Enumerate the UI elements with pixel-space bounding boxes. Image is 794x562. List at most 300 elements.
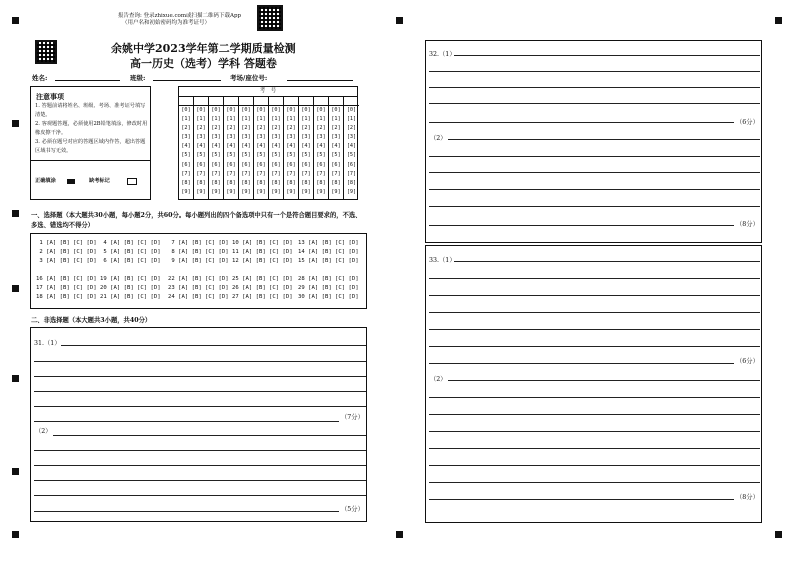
exam-number-bubble[interactable]: [9] (226, 188, 236, 195)
choice-option-bubbles[interactable]: [A] [B] [C] [D] (242, 285, 293, 291)
exam-number-bubble[interactable]: [1] (181, 116, 191, 123)
exam-number-bubble[interactable]: [8] (331, 179, 341, 186)
writing-line[interactable] (34, 450, 366, 451)
choice-question-number: 1 (36, 240, 47, 246)
exam-number-bubble[interactable]: [7] (256, 170, 266, 177)
exam-number-bubble[interactable]: [7] (316, 170, 326, 177)
exam-number-bubble[interactable]: [0] (196, 107, 206, 113)
exam-number-bubble[interactable]: [8] (256, 179, 266, 186)
exam-number-bubble[interactable]: [9] (301, 188, 311, 195)
exam-number-digit-slot[interactable] (269, 96, 283, 106)
choice-question-6[interactable] (100, 258, 161, 264)
writing-line[interactable] (34, 480, 366, 481)
choice-option-bubbles[interactable]: [A] [B] [C] [D] (178, 276, 229, 282)
exam-number-bubble[interactable]: [7] (346, 170, 357, 177)
exam-number-digit-slot[interactable] (224, 96, 238, 106)
exam-number-bubble[interactable]: [8] (271, 179, 281, 186)
exam-number-bubble[interactable]: [3] (316, 134, 326, 141)
choice-option-bubbles[interactable]: [A] [B] [C] [D] (178, 294, 229, 300)
exam-number-bubble[interactable]: [7] (331, 170, 341, 177)
timing-mark (12, 17, 19, 24)
exam-number-digit-slot[interactable] (194, 96, 208, 106)
exam-number-digit-slot[interactable] (284, 96, 298, 106)
choice-question-number: 8 (168, 249, 179, 255)
exam-number-bubble[interactable]: [4] (271, 143, 281, 150)
exam-number-bubble[interactable]: [3] (241, 134, 251, 141)
exam-number-bubble[interactable]: [9] (346, 188, 357, 195)
exam-number-bubble[interactable]: [6] (271, 161, 281, 168)
exam-number-bubble[interactable]: [0] (286, 107, 296, 113)
exam-number-bubble[interactable]: [4] (181, 143, 191, 150)
exam-number-bubble[interactable]: [4] (256, 143, 266, 150)
exam-number-bubble[interactable]: [4] (196, 143, 206, 150)
writing-line[interactable] (34, 361, 366, 362)
exam-number-bubble[interactable]: [5] (271, 152, 281, 159)
exam-number-column[interactable] (179, 96, 194, 199)
exam-number-bubble[interactable]: [7] (241, 170, 251, 177)
answer-box-q33[interactable] (425, 245, 762, 523)
exam-number-bubble[interactable]: [7] (211, 170, 221, 177)
choice-option-bubbles[interactable]: [A] [B] [C] [D] (46, 285, 97, 291)
exam-number-bubble[interactable]: [0] (271, 107, 281, 113)
exam-number-bubble[interactable]: [4] (346, 143, 357, 150)
exam-number-bubble[interactable]: [8] (316, 179, 326, 186)
writing-line[interactable] (454, 55, 760, 56)
q32-part1-label: 32.（1） (429, 51, 456, 58)
exam-number-bubble[interactable]: [5] (196, 152, 206, 159)
exam-number-bubble[interactable]: [1] (241, 116, 251, 123)
exam-number-bubble[interactable]: [1] (301, 116, 311, 123)
exam-number-bubble[interactable]: [2] (346, 125, 357, 132)
choice-question-26[interactable] (232, 285, 293, 291)
exam-number-bubble[interactable]: [2] (211, 125, 221, 132)
choice-option-bubbles[interactable]: [A] [B] [C] [D] (308, 285, 359, 291)
choice-question-number: 22 (168, 276, 179, 282)
writing-line[interactable] (34, 465, 366, 466)
exam-number-bubble[interactable]: [2] (286, 125, 296, 132)
choice-question-10[interactable] (232, 240, 293, 246)
exam-number-bubble[interactable]: [1] (316, 116, 326, 123)
exam-number-bubble[interactable]: [5] (256, 152, 266, 159)
exam-number-bubble[interactable]: [3] (196, 134, 206, 141)
choice-option-bubbles[interactable]: [A] [B] [C] [D] (110, 240, 161, 246)
exam-number-bubble[interactable]: [8] (241, 179, 251, 186)
exam-number-bubble[interactable]: [0] (316, 107, 326, 113)
section1-heading: 一、选择题（本大题共30小题，每小题2分，共60分。每小题列出的四个备选项中只有一个是符合题目要求的，不选、多选、错选均不得分） (31, 212, 362, 229)
writing-line[interactable] (454, 261, 760, 262)
exam-number-bubble[interactable]: [8] (301, 179, 311, 186)
writing-line[interactable] (61, 345, 366, 346)
writing-line[interactable] (34, 391, 366, 392)
exam-number-bubble[interactable]: [1] (271, 116, 281, 123)
choice-option-bubbles[interactable]: [A] [B] [C] [D] (110, 294, 161, 300)
writing-line[interactable] (429, 71, 760, 72)
correct-fill-sample (67, 179, 75, 184)
choice-question-9[interactable] (168, 258, 229, 264)
writing-line[interactable] (34, 511, 339, 512)
exam-number-bubble[interactable]: [1] (211, 116, 221, 123)
choice-question-22[interactable] (168, 276, 229, 282)
exam-number-bubble[interactable]: [3] (256, 134, 266, 141)
choice-question-4[interactable] (100, 240, 161, 246)
exam-number-bubble[interactable]: [2] (226, 125, 236, 132)
exam-number-bubble[interactable]: [6] (226, 161, 236, 168)
q33-score2: （8分） (736, 494, 759, 501)
choice-question-8[interactable] (168, 249, 229, 255)
timing-mark (12, 375, 19, 382)
choice-question-13[interactable] (298, 240, 359, 246)
choice-option-bubbles[interactable]: [A] [B] [C] [D] (308, 240, 359, 246)
exam-number-digit-slot[interactable] (179, 96, 193, 106)
exam-number-column[interactable] (194, 96, 209, 199)
choice-question-number: 13 (298, 240, 309, 246)
correct-fill-label: 正确填涂 (35, 178, 56, 184)
choice-question-number: 16 (36, 276, 47, 282)
exam-number-bubble[interactable]: [0] (256, 107, 266, 113)
exam-number-bubble[interactable]: [5] (331, 152, 341, 159)
exam-number-digit-slot[interactable] (254, 96, 268, 106)
exam-number-digit-slot[interactable] (314, 96, 328, 106)
choice-question-number: 6 (100, 258, 111, 264)
choice-question-19[interactable] (100, 276, 161, 282)
choice-question-number: 24 (168, 294, 179, 300)
exam-number-bubble[interactable]: [4] (211, 143, 221, 150)
exam-number-column[interactable] (344, 96, 359, 199)
divider (31, 160, 150, 161)
q31-part1-label: 31.（1） (34, 340, 61, 347)
exam-number-column[interactable] (314, 96, 329, 199)
writing-line[interactable] (429, 156, 760, 157)
room-label: 考场/座位号: (230, 74, 268, 82)
exam-number-bubble[interactable]: [3] (271, 134, 281, 141)
writing-line[interactable] (429, 329, 760, 330)
exam-number-bubble[interactable]: [6] (181, 161, 191, 168)
choice-option-bubbles[interactable]: [A] [B] [C] [D] (46, 249, 97, 255)
choice-option-bubbles[interactable]: [A] [B] [C] [D] (178, 249, 229, 255)
exam-number-bubble[interactable]: [9] (241, 188, 251, 195)
writing-line[interactable] (429, 225, 734, 226)
writing-line[interactable] (429, 397, 760, 398)
exam-number-bubble[interactable]: [5] (211, 152, 221, 159)
exam-number-digit-slot[interactable] (344, 96, 359, 106)
exam-number-bubble[interactable]: [1] (346, 116, 357, 123)
exam-number-bubble[interactable]: [6] (316, 161, 326, 168)
exam-number-bubble[interactable]: [7] (271, 170, 281, 177)
choice-question-23[interactable] (168, 285, 229, 291)
choice-question-27[interactable] (232, 294, 293, 300)
choice-question-12[interactable] (232, 258, 293, 264)
timing-mark (775, 531, 782, 538)
choice-question-15[interactable] (298, 258, 359, 264)
exam-number-bubble[interactable]: [2] (316, 125, 326, 132)
choice-option-bubbles[interactable]: [A] [B] [C] [D] (110, 285, 161, 291)
choice-question-16[interactable] (36, 276, 97, 282)
exam-number-bubble[interactable]: [0] (346, 107, 357, 113)
choice-option-bubbles[interactable]: [A] [B] [C] [D] (242, 294, 293, 300)
exam-number-bubble[interactable]: [6] (331, 161, 341, 168)
writing-line[interactable] (34, 421, 339, 422)
writing-line[interactable] (53, 435, 366, 436)
exam-number-bubble[interactable]: [5] (226, 152, 236, 159)
exam-number-bubble[interactable]: [6] (241, 161, 251, 168)
exam-number-bubble[interactable]: [5] (286, 152, 296, 159)
school-title: 余姚中学2023学年第二学期质量检测 (111, 42, 296, 55)
exam-number-bubble[interactable]: [4] (301, 143, 311, 150)
timing-mark (12, 120, 19, 127)
choice-question-11[interactable] (232, 249, 293, 255)
exam-number-bubble[interactable]: [8] (196, 179, 206, 186)
exam-number-bubble[interactable]: [9] (181, 188, 191, 195)
choice-question-number: 23 (168, 285, 179, 291)
choice-option-bubbles[interactable]: [A] [B] [C] [D] (46, 276, 97, 282)
choice-option-bubbles[interactable]: [A] [B] [C] [D] (242, 249, 293, 255)
timing-mark (12, 285, 19, 292)
choice-question-2[interactable] (36, 249, 97, 255)
q33-score1: （6分） (736, 358, 759, 365)
exam-number-bubble[interactable]: [4] (331, 143, 341, 150)
exam-number-bubble[interactable]: [3] (286, 134, 296, 141)
q31-part2-label: （2） (35, 428, 52, 435)
choice-option-bubbles[interactable]: [A] [B] [C] [D] (178, 285, 229, 291)
writing-line[interactable] (429, 346, 760, 347)
writing-line[interactable] (429, 278, 760, 279)
exam-number-bubble[interactable]: [1] (256, 116, 266, 123)
exam-number-column[interactable] (254, 96, 269, 199)
exam-number-bubble[interactable]: [4] (226, 143, 236, 150)
exam-number-bubble[interactable]: [7] (196, 170, 206, 177)
exam-number-bubble[interactable]: [1] (286, 116, 296, 123)
class-label: 班级: (130, 74, 146, 82)
exam-number-bubble[interactable]: [3] (301, 134, 311, 141)
choice-question-7[interactable] (168, 240, 229, 246)
exam-number-bubble[interactable]: [8] (286, 179, 296, 186)
exam-number-column[interactable] (269, 96, 284, 199)
exam-number-box (178, 86, 358, 200)
writing-line[interactable] (34, 495, 366, 496)
choice-question-30[interactable] (298, 294, 359, 300)
choice-question-number: 4 (100, 240, 111, 246)
exam-number-bubble[interactable]: [2] (196, 125, 206, 132)
exam-number-bubble[interactable]: [2] (331, 125, 341, 132)
answer-box-q32[interactable] (425, 40, 762, 243)
writing-line[interactable] (429, 448, 760, 449)
choice-option-bubbles[interactable]: [A] [B] [C] [D] (308, 276, 359, 282)
exam-number-bubble[interactable]: [0] (181, 107, 191, 113)
choice-question-17[interactable] (36, 285, 97, 291)
choice-question-number: 3 (36, 258, 47, 264)
exam-number-bubble[interactable]: [6] (211, 161, 221, 168)
exam-number-bubble[interactable]: [2] (241, 125, 251, 132)
name-label: 姓名: (32, 74, 48, 82)
choice-question-24[interactable] (168, 294, 229, 300)
exam-number-bubble[interactable]: [7] (226, 170, 236, 177)
exam-number-digit-slot[interactable] (329, 96, 343, 106)
exam-number-bubble[interactable]: [3] (181, 134, 191, 141)
choice-question-number: 7 (168, 240, 179, 246)
writing-line[interactable] (429, 87, 760, 88)
exam-number-bubble[interactable]: [9] (211, 188, 221, 195)
choice-option-bubbles[interactable]: [A] [B] [C] [D] (178, 240, 229, 246)
choice-option-bubbles[interactable]: [A] [B] [C] [D] (46, 240, 97, 246)
notice-item: 2. 客观题答题，必须使用2B铅笔填涂，修改时用橡皮擦干净。 (35, 121, 148, 136)
choice-question-1[interactable] (36, 240, 97, 246)
timing-mark (775, 17, 782, 24)
exam-number-column[interactable] (284, 96, 299, 199)
exam-number-bubble[interactable]: [0] (331, 107, 341, 113)
q32-score1: （6分） (736, 119, 759, 126)
writing-line[interactable] (429, 465, 760, 466)
exam-number-bubble[interactable]: [9] (331, 188, 341, 195)
exam-number-bubble[interactable]: [5] (316, 152, 326, 159)
choice-question-21[interactable] (100, 294, 161, 300)
exam-number-bubble[interactable]: [8] (346, 179, 357, 186)
exam-number-bubble[interactable]: [9] (196, 188, 206, 195)
exam-number-column[interactable] (299, 96, 314, 199)
writing-line[interactable] (429, 295, 760, 296)
exam-number-bubble[interactable]: [6] (286, 161, 296, 168)
choice-question-number: 21 (100, 294, 111, 300)
exam-number-bubble[interactable]: [8] (181, 179, 191, 186)
exam-number-bubble[interactable]: [9] (256, 188, 266, 195)
choice-question-3[interactable] (36, 258, 97, 264)
writing-line[interactable] (429, 482, 760, 483)
exam-number-bubble[interactable]: [1] (196, 116, 206, 123)
writing-line[interactable] (429, 189, 760, 190)
exam-number-bubble[interactable]: [4] (241, 143, 251, 150)
choice-option-bubbles[interactable]: [A] [B] [C] [D] (242, 276, 293, 282)
exam-number-bubble[interactable]: [3] (346, 134, 357, 141)
writing-line[interactable] (448, 380, 760, 381)
choice-option-bubbles[interactable]: [A] [B] [C] [D] (110, 249, 161, 255)
exam-number-bubble[interactable]: [0] (226, 107, 236, 113)
choice-question-number: 9 (168, 258, 179, 264)
exam-number-digit-slot[interactable] (239, 96, 253, 106)
writing-line[interactable] (429, 103, 760, 104)
choice-option-bubbles[interactable]: [A] [B] [C] [D] (242, 258, 293, 264)
exam-number-bubble[interactable]: [5] (301, 152, 311, 159)
exam-number-bubble[interactable]: [9] (316, 188, 326, 195)
exam-number-bubble[interactable]: [9] (286, 188, 296, 195)
choice-option-bubbles[interactable]: [A] [B] [C] [D] (110, 276, 161, 282)
exam-number-column[interactable] (329, 96, 344, 199)
exam-number-bubble[interactable]: [6] (256, 161, 266, 168)
exam-number-bubble[interactable]: [0] (241, 107, 251, 113)
writing-line[interactable] (429, 363, 734, 364)
exam-number-bubble[interactable]: [3] (331, 134, 341, 141)
exam-number-bubble[interactable]: [0] (211, 107, 221, 113)
class-field[interactable] (153, 80, 221, 81)
choice-option-bubbles[interactable]: [A] [B] [C] [D] (178, 258, 229, 264)
choice-option-bubbles[interactable]: [A] [B] [C] [D] (242, 240, 293, 246)
exam-number-bubble[interactable]: [2] (271, 125, 281, 132)
exam-number-bubble[interactable]: [2] (181, 125, 191, 132)
exam-number-column[interactable] (209, 96, 224, 199)
choice-question-number: 26 (232, 285, 243, 291)
writing-line[interactable] (448, 139, 760, 140)
choice-question-14[interactable] (298, 249, 359, 255)
exam-number-bubble[interactable]: [1] (226, 116, 236, 123)
exam-number-bubble[interactable]: [3] (226, 134, 236, 141)
choice-question-number: 18 (36, 294, 47, 300)
choice-option-bubbles[interactable]: [A] [B] [C] [D] (46, 258, 97, 264)
exam-number-bubble[interactable]: [5] (241, 152, 251, 159)
exam-number-column[interactable] (224, 96, 239, 199)
exam-number-bubble[interactable]: [9] (271, 188, 281, 195)
choice-option-bubbles[interactable]: [A] [B] [C] [D] (308, 249, 359, 255)
q32-score2: （8分） (736, 221, 759, 228)
exam-number-bubble[interactable]: [5] (346, 152, 357, 159)
sheet-qr-code (35, 40, 57, 64)
exam-number-bubble[interactable]: [1] (331, 116, 341, 123)
exam-number-grid[interactable] (179, 96, 359, 199)
choice-option-bubbles[interactable]: [A] [B] [C] [D] (110, 258, 161, 264)
choice-question-25[interactable] (232, 276, 293, 282)
exam-number-column[interactable] (239, 96, 254, 199)
exam-number-bubble[interactable]: [4] (316, 143, 326, 150)
choice-answer-box (30, 233, 367, 309)
writing-line[interactable] (429, 172, 760, 173)
q33-part1-label: 33.（1） (429, 257, 456, 264)
absent-mark-checkbox[interactable] (127, 178, 137, 185)
exam-number-bubble[interactable]: [2] (301, 125, 311, 132)
exam-number-bubble[interactable]: [0] (301, 107, 311, 113)
choice-question-number: 14 (298, 249, 309, 255)
exam-number-bubble[interactable]: [6] (196, 161, 206, 168)
choice-option-bubbles[interactable]: [A] [B] [C] [D] (308, 258, 359, 264)
exam-number-bubble[interactable]: [3] (211, 134, 221, 141)
q32-part2-label: （2） (430, 135, 447, 142)
writing-line[interactable] (429, 414, 760, 415)
choice-option-bubbles[interactable]: [A] [B] [C] [D] (308, 294, 359, 300)
writing-line[interactable] (429, 206, 760, 207)
room-field[interactable] (287, 80, 353, 81)
exam-number-bubble[interactable]: [5] (181, 152, 191, 159)
writing-line[interactable] (429, 431, 760, 432)
choice-question-20[interactable] (100, 285, 161, 291)
choice-question-29[interactable] (298, 285, 359, 291)
q33-part2-label: （2） (430, 376, 447, 383)
choice-question-5[interactable] (100, 249, 161, 255)
exam-number-bubble[interactable]: [8] (226, 179, 236, 186)
exam-number-digit-slot[interactable] (209, 96, 223, 106)
answer-box-q31[interactable] (30, 327, 367, 522)
exam-number-bubble[interactable]: [7] (181, 170, 191, 177)
exam-number-bubble[interactable]: [6] (301, 161, 311, 168)
choice-option-bubbles[interactable]: [A] [B] [C] [D] (46, 294, 97, 300)
writing-line[interactable] (429, 312, 760, 313)
choice-question-number: 12 (232, 258, 243, 264)
writing-line[interactable] (429, 122, 734, 123)
exam-number-bubble[interactable]: [2] (256, 125, 266, 132)
choice-question-18[interactable] (36, 294, 97, 300)
writing-line[interactable] (429, 499, 734, 500)
choice-question-number: 5 (100, 249, 111, 255)
choice-question-number: 20 (100, 285, 111, 291)
exam-number-bubble[interactable]: [7] (301, 170, 311, 177)
writing-line[interactable] (34, 376, 366, 377)
exam-number-bubble[interactable]: [4] (286, 143, 296, 150)
writing-line[interactable] (34, 406, 366, 407)
app-qr-code (257, 5, 283, 31)
choice-question-28[interactable] (298, 276, 359, 282)
q31-score2: （5分） (341, 506, 364, 513)
exam-number-bubble[interactable]: [7] (286, 170, 296, 177)
exam-number-digit-slot[interactable] (299, 96, 313, 106)
report-query-notice: 报告查询: 登录zhixue.com或扫描二维码下载App (118, 13, 242, 19)
name-field[interactable] (55, 80, 120, 81)
exam-number-bubble[interactable]: [6] (346, 161, 357, 168)
exam-number-bubble[interactable]: [8] (211, 179, 221, 186)
